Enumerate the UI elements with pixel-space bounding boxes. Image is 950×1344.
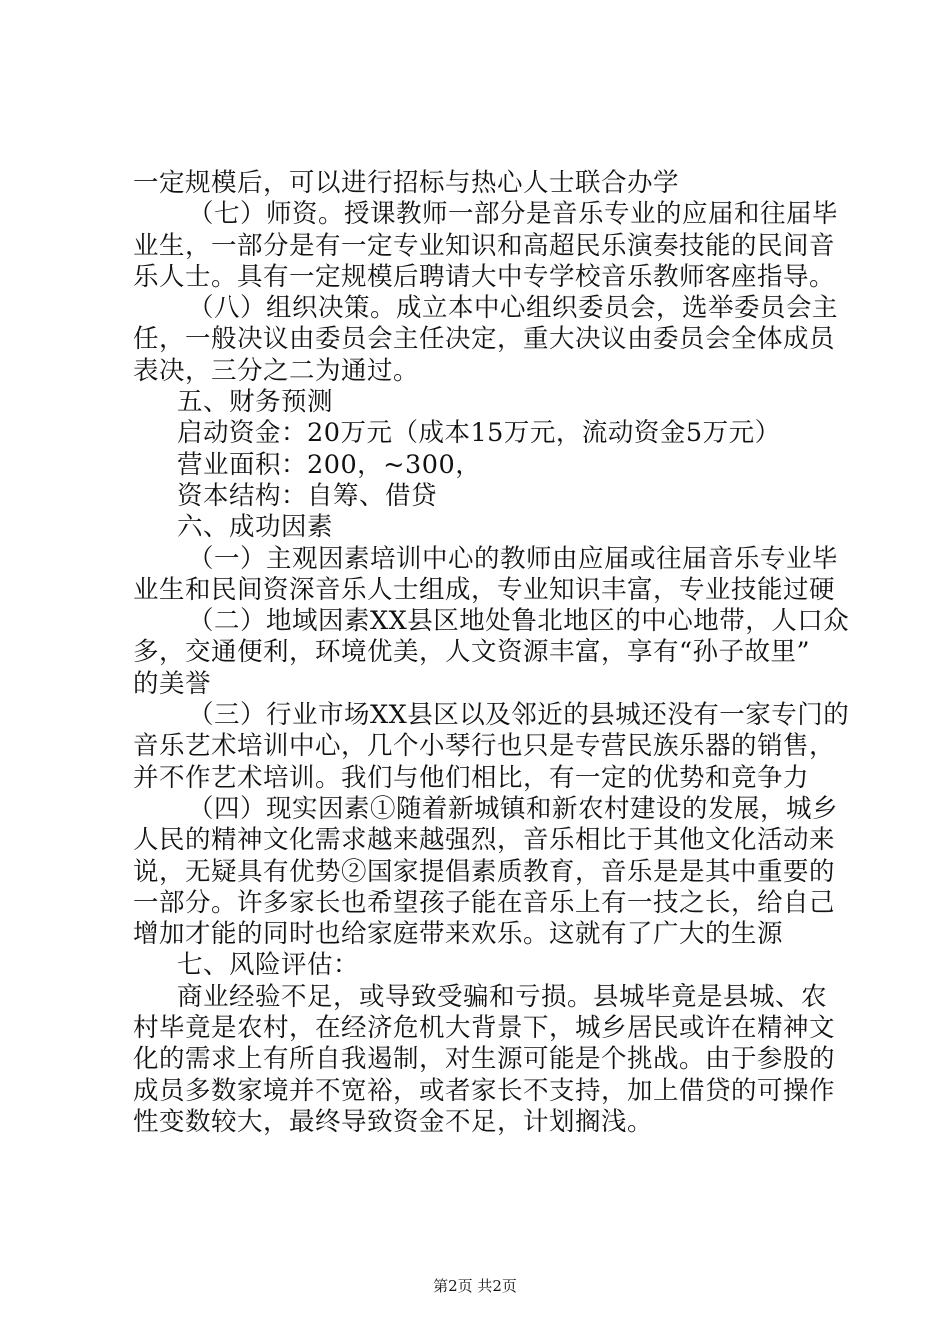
text-line: 业生和民间资深音乐人士组成，专业知识丰富，专业技能过硬 [133, 574, 836, 605]
text-line: 表决，三分之二为通过。 [133, 355, 420, 386]
text-line: 一定规模后，可以进行招标与热心人士联合办学 [133, 168, 680, 198]
text-line: 人民的精神文化需求越来越强烈，音乐相比于其他文化活动来 [133, 825, 836, 856]
text-line: （三）行业市场XX县区以及邻近的县城还没有一家专门的 [188, 700, 850, 731]
text-line: 营业面积：200，~300， [177, 449, 482, 480]
text-line: 资本结构：自筹、借贷 [177, 480, 438, 511]
section-heading: 六、成功因素 [177, 512, 334, 543]
text-line: （七）师资。授课教师一部分是音乐专业的应届和往届毕 [188, 199, 839, 230]
text-line: 多，交通便利，环境优美，人文资源丰富，享有“孙子故里” [133, 637, 811, 668]
text-line: 一部分。许多家长也希望孩子能在音乐上有一技之长，给自己 [133, 887, 836, 918]
text-line: 业生，一部分是有一定专业知识和高超民乐演奏技能的民间音 [133, 230, 836, 261]
section-heading: 七、风险评估： [177, 950, 360, 981]
text-line: 化的需求上有所自我遏制，对生源可能是个挑战。由于参股的 [133, 1044, 836, 1075]
text-line: （二）地域因素XX县区地处鲁北地区的中心地带，人口众 [188, 606, 850, 637]
text-line: 启动资金：20万元（成本15万元，流动资金5万元） [177, 418, 781, 449]
text-line: 增加才能的同时也给家庭带来欢乐。这就有了广大的生源 [133, 919, 784, 950]
text-line: 音乐艺术培训中心，几个小琴行也只是专营民族乐器的销售， [133, 731, 836, 762]
page-number-footer: 第2页 共2页 [433, 1277, 517, 1295]
text-line: 成员多数家境并不宽裕，或者家长不支持，加上借贷的可操作 [133, 1075, 836, 1106]
text-line: 乐人士。具有一定规模后聘请大中专学校音乐教师客座指导。 [133, 261, 836, 292]
text-line: 说，无疑具有优势②国家提倡素质教育，音乐是是其中重要的 [133, 856, 836, 887]
text-line: 的美誉 [133, 668, 212, 699]
text-line: 村毕竟是农村，在经济危机大背景下，城乡居民或许在精神文 [133, 1013, 836, 1044]
text-line: 并不作艺术培训。我们与他们相比，有一定的优势和竞争力 [133, 762, 810, 793]
text-line: 任，一般决议由委员会主任决定，重大决议由委员会全体成员 [133, 324, 836, 355]
text-line: （四）现实因素①随着新城镇和新农村建设的发展，城乡 [188, 793, 839, 824]
section-heading: 五、财务预测 [177, 387, 334, 418]
document-body [133, 168, 850, 1138]
text-line: 商业经验不足，或导致受骗和亏损。县城毕竟是县城、农 [177, 981, 828, 1012]
text-line: （八）组织决策。成立本中心组织委员会，选举委员会主 [188, 293, 839, 324]
text-line: 性变数较大，最终导致资金不足，计划搁浅。 [133, 1106, 654, 1137]
text-line: （一）主观因素培训中心的教师由应届或往届音乐专业毕 [188, 543, 839, 574]
